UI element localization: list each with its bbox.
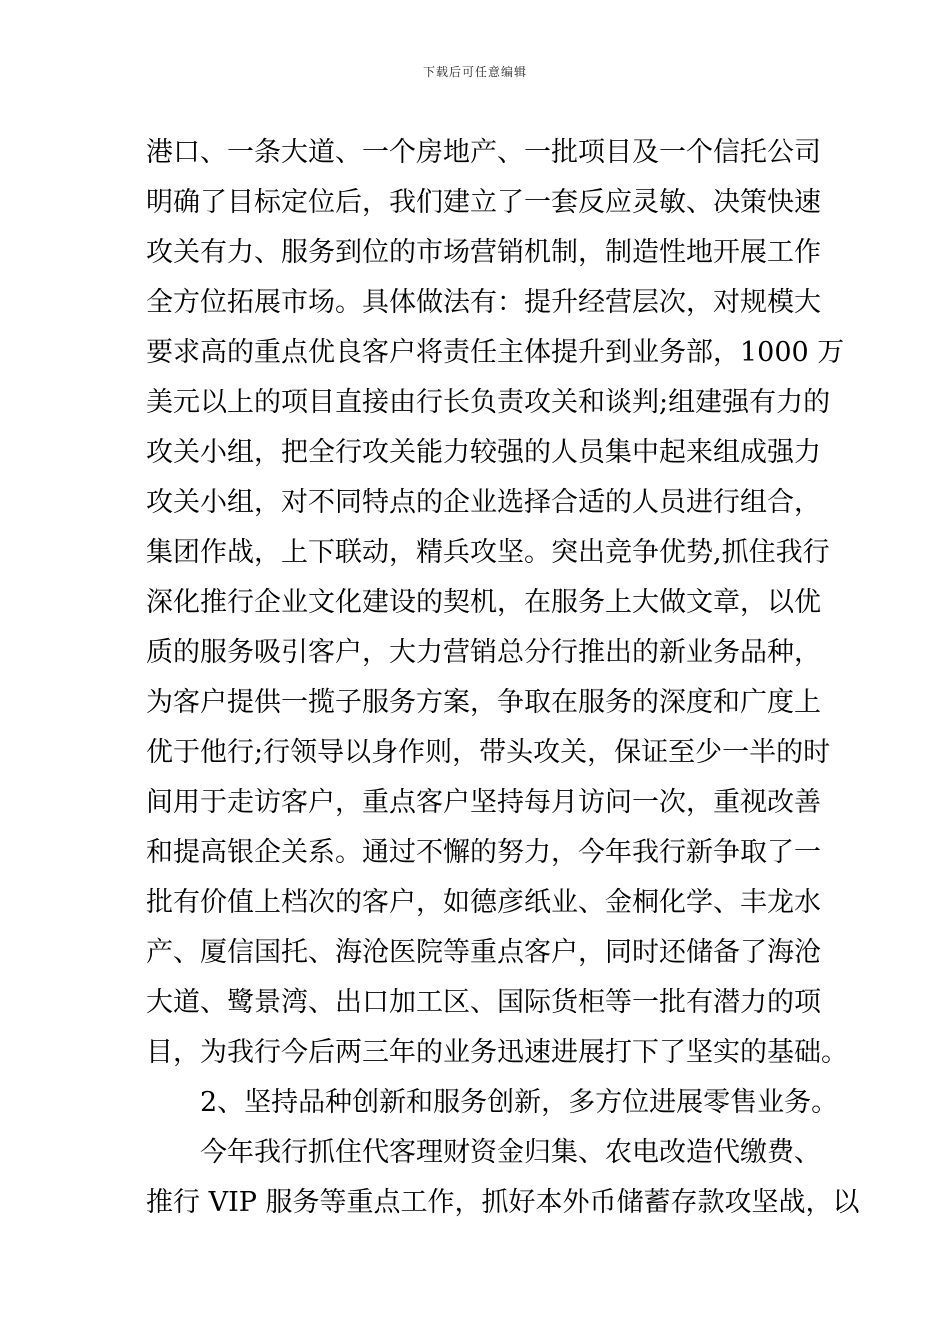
text-line: 推行 VIP 服务等重点工作，抓好本外币储蓄存款攻坚战，以: [146, 1187, 860, 1218]
text-line: 美元以上的项目直接由行长负责攻关和谈判;组建强有力的: [146, 387, 831, 418]
paragraph-start-line: 今年我行抓住代客理财资金归集、农电改造代缴费、: [200, 1137, 821, 1168]
text-line: 质的服务吸引客户，大力营销总分行推出的新业务品种，: [146, 637, 821, 668]
text-line: 深化推行企业文化建设的契机，在服务上大做文章，以优: [146, 587, 821, 618]
text-line: 和提高银企关系。通过不懈的努力，今年我行新争取了一: [146, 837, 821, 868]
document-body: [146, 128, 860, 1228]
text-line: 全方位拓展市场。具体做法有：提升经营层次，对规模大: [146, 287, 821, 318]
text-line: 明确了目标定位后，我们建立了一套反应灵敏、决策快速: [146, 187, 821, 218]
text-line: 目，为我行今后两三年的业务迅速进展打下了坚实的基础。: [146, 1037, 848, 1068]
text-line: 攻关有力、服务到位的市场营销机制，制造性地开展工作: [146, 237, 821, 268]
text-line: 集团作战，上下联动，精兵攻坚。突出竞争优势,抓住我行: [146, 537, 830, 568]
page-header-note: 下载后可任意编辑: [422, 65, 527, 79]
text-line: 攻关小组，把全行攻关能力较强的人员集中起来组成强力: [146, 437, 821, 468]
text-line: 产、厦信国托、海沧医院等重点客户，同时还储备了海沧: [146, 937, 821, 968]
text-line: 批有价值上档次的客户，如德彦纸业、金桐化学、丰龙水: [146, 887, 821, 918]
text-line: 间用于走访客户，重点客户坚持每月访问一次，重视改善: [146, 787, 821, 818]
text-line: 优于他行;行领导以身作则，带头攻关，保证至少一半的时: [146, 737, 831, 768]
section-heading: 2、坚持品种创新和服务创新，多方位进展零售业务。: [200, 1087, 839, 1118]
text-line: 港口、一条大道、一个房地产、一批项目及一个信托公司: [146, 137, 821, 168]
text-line: 为客户提供一揽子服务方案，争取在服务的深度和广度上: [146, 687, 821, 718]
text-line: 大道、鹭景湾、出口加工区、国际货柜等一批有潜力的项: [146, 987, 821, 1018]
text-line: 攻关小组，对不同特点的企业选择合适的人员进行组合，: [146, 487, 821, 518]
text-line: 要求高的重点优良客户将责任主体提升到业务部，1000 万: [146, 337, 845, 368]
